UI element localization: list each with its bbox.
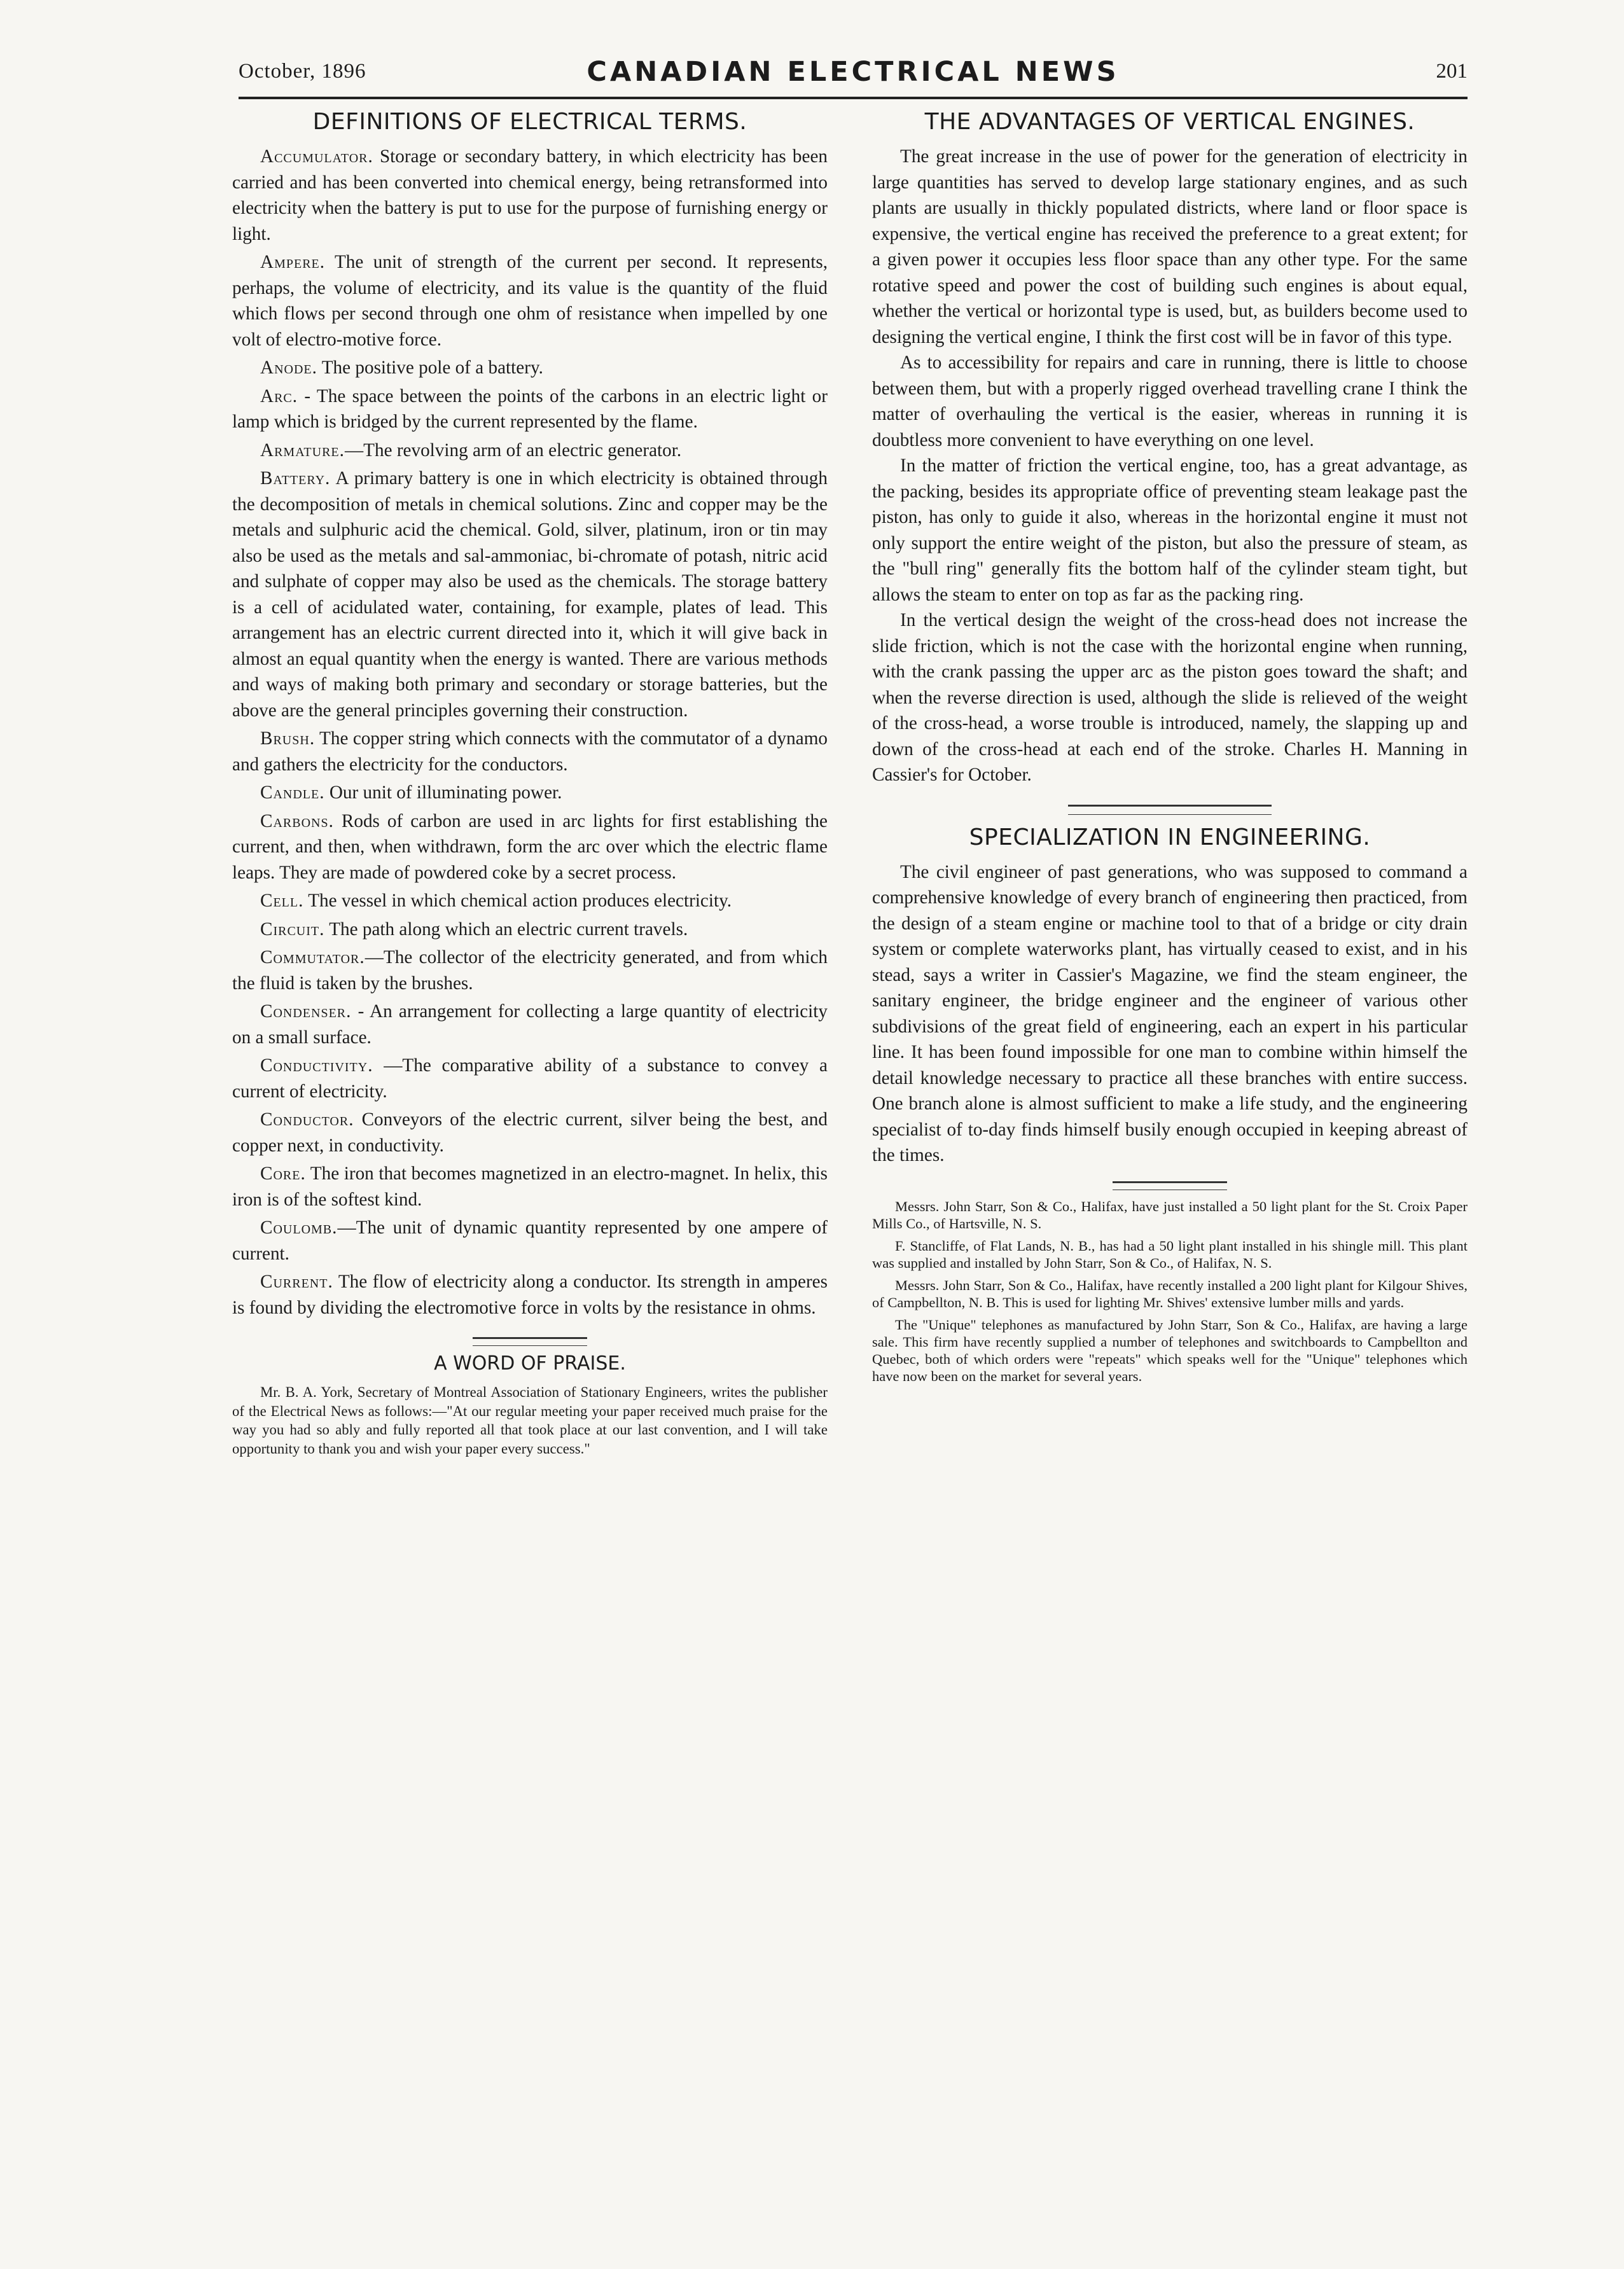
header-rule	[239, 97, 1468, 99]
definition-term: Armature.	[260, 440, 345, 461]
definition-text: The unit of strength of the current per second. It represents, perhaps, the volume of electricity, and its value is the quantity of the fluid which flows per second through one ohm of resistance when impelled by one volt of electro-motive force.	[232, 252, 828, 350]
right-column	[872, 107, 1468, 1385]
definition-text: The flow of electricity along a conductor. Its strength in amperes is found by dividing the electromotive force in volts by the resistance in ohms.	[232, 1272, 828, 1318]
masthead-title: CANADIAN ELECTRICAL NEWS	[586, 56, 1120, 88]
specialization-body	[872, 859, 1468, 1169]
trade-notes	[872, 1198, 1468, 1385]
praise-article	[232, 1351, 828, 1458]
definition-entry	[232, 1053, 828, 1104]
definitions-article	[232, 107, 828, 1321]
issue-date: October, 1896	[239, 60, 366, 83]
definition-text: —The revolving arm of an electric generator.	[344, 440, 682, 461]
definition-term: Arc.	[260, 385, 298, 406]
definition-term: Core.	[260, 1163, 306, 1184]
definition-text: —The comparative ability of a substance to convey a current of electricity.	[232, 1055, 828, 1102]
definition-term: Battery.	[260, 468, 331, 489]
vertical-engines-article	[872, 107, 1468, 788]
definition-term: Conductor.	[260, 1109, 354, 1130]
definitions-title: DEFINITIONS OF ELECTRICAL TERMS.	[312, 109, 747, 135]
specialization-article	[872, 822, 1468, 1169]
vertical-engines-body	[872, 144, 1468, 788]
definition-entry	[232, 888, 828, 914]
definition-entry	[232, 355, 828, 381]
definition-entry	[232, 466, 828, 723]
praise-title: A WORD OF PRAISE.	[434, 1352, 626, 1375]
definition-text: The vessel in which chemical action produces electricity.	[303, 891, 732, 911]
definition-text: Storage or secondary battery, in which electricity has been carried and has been converted into chemical energy, being retransformed into electricity when the battery is put to use for the purpose of furnishing energy or light.	[232, 146, 828, 244]
definition-text: Our unit of illuminating power.	[324, 782, 562, 803]
definition-text: The path along which an electric current travels.	[324, 919, 688, 940]
definition-text: —The collector of the electricity generated, and from which the fluid is taken by the brushes.	[232, 947, 828, 994]
definition-entry	[232, 1161, 828, 1212]
definition-entry	[232, 249, 828, 352]
definition-term: Coulomb.	[260, 1218, 338, 1238]
definition-term: Anode.	[260, 357, 317, 378]
definition-text: - An arrangement for collecting a large quantity of electricity on a small surface.	[232, 1001, 828, 1048]
definition-text: The iron that becomes magnetized in an electro-magnet. In helix, this iron is of the softest kind.	[232, 1163, 828, 1210]
article-paragraph: In the matter of friction the vertical engine, too, has a great advantage, as the packing, besides its appropriate office of preventing steam leakage past the piston, has only to guide it also, whereas in the horizontal engine it must not only support the entire weight of the piston, but also the pressure of steam, as the "bull ring" generally fits the bottom half of the cylinder steam tight, but allows the steam to enter on top as far as the packing ring.	[872, 455, 1468, 605]
definition-entry	[232, 1215, 828, 1266]
definition-term: Condenser.	[260, 1001, 352, 1022]
article-paragraph: The great increase in the use of power for the generation of electricity in large quantities has served to develop large stationary engines, and as such plants are usually in thickly populated districts, where land or floor space is expensive, the vertical engine has received the preference to a great extent; for a given power it occupies less floor space than any other type. For the same rotative speed and power the cost of building such engines is about equal, whether the vertical or horizontal type is used, but, as builders become used to designing the vertical engine, I think the first cost will be in favor of this type.	[872, 146, 1468, 347]
trade-note: Messrs. John Starr, Son & Co., Halifax, have just installed a 50 light plant for the St. Croix Paper Mills Co., of Hartsville, N. S.	[872, 1198, 1468, 1232]
definitions-list	[232, 144, 828, 1321]
definition-term: Conductivity.	[260, 1055, 373, 1076]
definition-term: Carbons.	[260, 810, 334, 831]
section-divider	[1068, 805, 1272, 815]
trade-notes-list	[872, 1198, 1468, 1385]
specialization-title: SPECIALIZATION IN ENGINEERING.	[969, 824, 1371, 850]
trade-note: F. Stancliffe, of Flat Lands, N. B., has had a 50 light plant installed in his shingle mill. This plant was supplied and installed by John Starr, Son & Co., of Halifax, N. S.	[872, 1237, 1468, 1271]
definition-text: The copper string which connects with the commutator of a dynamo and gathers the electricity for the conductors.	[232, 728, 828, 775]
page-number: 201	[1436, 60, 1468, 83]
trade-note: Messrs. John Starr, Son & Co., Halifax, have recently installed a 200 light plant for Kilgour Shives, of Campbellton, N. B. This is used for lighting Mr. Shives' extensive lumber mills and yards.	[872, 1277, 1468, 1310]
trade-note: The "Unique" telephones as manufactured by John Starr, Son & Co., Halifax, are having a large sale. This firm have recently supplied a number of telephones and switchboards to Campbellton and Quebec, both of which orders were "repeats" which speaks well for the "Unique" telephones which have now been on the market for several years.	[872, 1316, 1468, 1384]
definition-text: Rods of carbon are used in arc lights for first establishing the current, and then, when withdrawn, form the arc over which the electric flame leaps. They are made of powdered coke by a secret process.	[232, 810, 828, 883]
article-paragraph: The civil engineer of past generations, who was supposed to command a comprehensive knowledge of every branch of engineering then practiced, from the design of a steam engine or machine tool to that of a bridge or city drain system or complete waterworks plant, has virtually ceased to exist, and in his stead, says a writer in Cassier's Magazine, we find the steam engineer, the sanitary engineer, the bridge engineer and the engineer of various other subdivisions of the great field of engineering, each an expert in his particular line. It has been found impossible for one man to combine within himself the detail knowledge necessary to practice all these branches with entire success. One branch alone is almost sufficient to make a life study, and the engineering specialist of to-day finds himself busily enough occupied in keeping abreast of the times.	[872, 861, 1468, 1165]
definition-entry	[232, 917, 828, 943]
definition-entry	[232, 945, 828, 996]
definition-entry	[232, 1269, 828, 1321]
definition-entry	[232, 999, 828, 1050]
vertical-engines-title: THE ADVANTAGES OF VERTICAL ENGINES.	[924, 109, 1415, 135]
definition-entry	[232, 438, 828, 464]
definition-entry	[232, 726, 828, 777]
definition-text: A primary battery is one in which electricity is obtained through the decomposition of metals in chemical solutions. Zinc and copper may be the metals and sulphuric acid the chemical. Gold, silver, platinum, iron or tin may also be used as the metals and sal-ammoniac, bi-chromate of potash, nitric acid and sulphate of copper may also be used as the chemicals. The storage battery is a cell of acidulated water, containing, for example, plates of lead. This arrangement has an electric current directed into it, which it will give back in almost an equal quantity when the energy is wanted. There are various methods and ways of making both primary and secondary or storage batteries, but the above are the general principles governing their construction.	[232, 468, 828, 721]
section-divider	[1113, 1181, 1227, 1190]
definition-text: Conveyors of the electric current, silver being the best, and copper next, in conductivity.	[232, 1109, 828, 1156]
definition-term: Candle.	[260, 782, 325, 803]
article-paragraph: In the vertical design the weight of the cross-head does not increase the slide friction, which is not the case with the horizontal engine when running, with the crank passing the upper arc as the piston goes toward the shaft; and when the reverse direction is used, although the slide is relieved of the weight of the cross-head, a worse trouble is introduced, namely, the slapping up and down of the cross-head at each end of the stroke. Charles H. Manning in Cassier's for October.	[872, 610, 1468, 785]
definition-entry	[232, 144, 828, 247]
definition-entry	[232, 384, 828, 435]
definition-entry	[232, 780, 828, 806]
definition-entry	[232, 808, 828, 886]
definition-term: Ampere.	[260, 252, 326, 272]
definition-term: Commutator.	[260, 947, 365, 968]
definition-text: The positive pole of a battery.	[317, 357, 543, 378]
definition-term: Circuit.	[260, 919, 325, 940]
definition-term: Current.	[260, 1272, 333, 1292]
praise-text: Mr. B. A. York, Secretary of Montreal Association of Stationary Engineers, writes the publisher of the Electrical News as follows:—"At our regular meeting your paper received much praise for the way you had so ably and fully reported all that took place at our last convention, and I will take opportunity to thank you and wish your paper every success."	[232, 1384, 828, 1457]
running-head	[239, 56, 1468, 94]
definition-entry	[232, 1107, 828, 1158]
definition-term: Accumulator.	[260, 146, 373, 167]
definition-term: Cell.	[260, 891, 304, 911]
definition-text: - The space between the points of the carbons in an electric light or lamp which is bridged by the current represented by the flame.	[232, 385, 828, 432]
definition-text: —The unit of dynamic quantity represented by one ampere of current.	[232, 1218, 828, 1264]
left-column	[232, 107, 828, 1458]
section-divider	[473, 1337, 587, 1346]
article-paragraph: As to accessibility for repairs and care in running, there is little to choose between them, but with a properly rigged overhead travelling crane I think the matter of overhauling the vertical is the easier, whereas in running it is doubtless more convenient to have everything on one level.	[872, 352, 1468, 450]
definition-term: Brush.	[260, 728, 316, 749]
